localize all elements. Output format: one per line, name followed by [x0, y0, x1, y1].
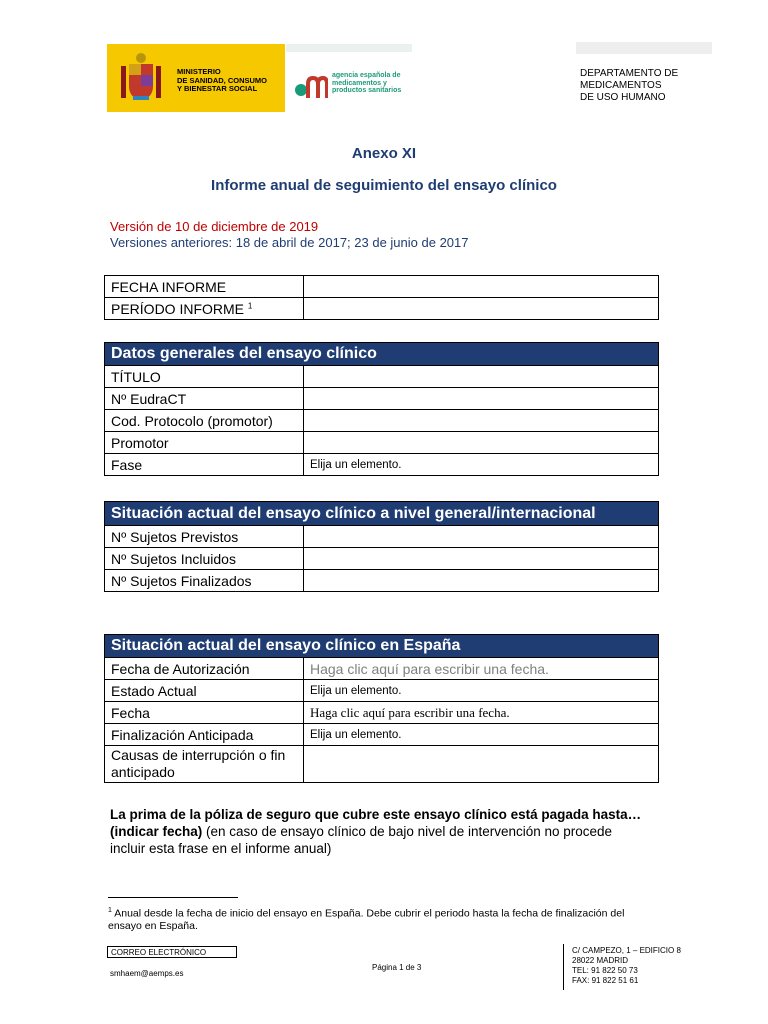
footnote: $^1$ Anual desde la fecha de inicio del ensayo en España. Debe cubrir el periodo hasta la fecha de finalización del ensayo en España.: [108, 907, 625, 932]
page-number: Página 1 de 3: [372, 963, 422, 972]
aemps-name: agencia española de medicamentos y productos sanitarios: [332, 72, 402, 94]
estado-actual-label: Estado Actual: [105, 680, 304, 702]
sujetos-finalizados-field[interactable]: [304, 570, 659, 592]
aemps-logo: [286, 44, 412, 112]
periodo-informe-field[interactable]: [304, 298, 659, 320]
fecha-autorizacion-date-field[interactable]: Haga clic aquí para escribir una fecha.: [304, 658, 659, 680]
footer-address: C/ CAMPEZO, 1 – EDIFICIO 8 28022 MADRID TEL: 91 822 50 73 FAX: 91 822 51 61: [572, 946, 681, 985]
periodo-informe-label: PERÍODO INFORME $^1$: [105, 298, 304, 320]
eudract-field[interactable]: [304, 388, 659, 410]
spain-status-table: [104, 634, 659, 783]
estado-actual-dropdown[interactable]: Elija un elemento.: [304, 680, 659, 702]
department-label: DEPARTAMENTO DE MEDICAMENTOS DE USO HUMANO: [580, 68, 679, 103]
fecha-informe-field[interactable]: [304, 276, 659, 298]
page-title: Anexo XI: [351, 145, 417, 162]
titulo-label: TÍTULO: [105, 366, 304, 388]
spain-status-heading: Situación actual del ensayo clínico en España: [105, 635, 659, 658]
footer-divider: [563, 944, 564, 990]
correo-label: CORREO ELECTRÓNICO: [107, 946, 237, 958]
fecha-label: Fecha: [105, 702, 304, 724]
titulo-field[interactable]: [304, 366, 659, 388]
report-info-table: [104, 275, 659, 320]
fase-dropdown[interactable]: Elija un elemento.: [304, 454, 659, 476]
aemps-mark-icon: [294, 74, 328, 100]
fecha-date-field[interactable]: Haga clic aquí para escribir una fecha.: [304, 702, 659, 724]
fase-label: Fase: [105, 454, 304, 476]
footnote-ref: 1: [247, 300, 253, 310]
protocolo-label: Cod. Protocolo (promotor): [105, 410, 304, 432]
international-status-table: [104, 501, 659, 592]
header-shade: [576, 42, 712, 54]
causas-field[interactable]: [304, 746, 659, 783]
ministerio-name: MINISTERIO DE SANIDAD, CONSUMO Y BIENESTAR SOCIAL: [177, 67, 268, 93]
footnote-separator: [108, 897, 238, 898]
finalizacion-anticipada-dropdown[interactable]: Elija un elemento.: [304, 724, 659, 746]
promotor-label: Promotor: [105, 432, 304, 454]
general-data-table: [104, 342, 659, 476]
international-status-heading: Situación actual del ensayo clínico a nivel general/internacional: [105, 502, 659, 526]
ministerio-logo: [107, 44, 285, 112]
eudract-label: Nº EudraCT: [105, 388, 304, 410]
sujetos-incluidos-label: Nº Sujetos Incluidos: [105, 548, 304, 570]
insurance-paragraph: La prima de la póliza de seguro que cubre este ensayo clínico está pagada hasta…(indicar fecha) (en caso de ensayo clínico de bajo nivel de intervención no procede incluir esta frase en el informe anual): [110, 807, 642, 856]
contact-email[interactable]: smhaem@aemps.es: [110, 969, 184, 978]
fecha-informe-label: FECHA INFORME: [105, 276, 304, 298]
fecha-autorizacion-label: Fecha de Autorización: [105, 658, 304, 680]
finalizacion-anticipada-label: Finalización Anticipada: [105, 724, 304, 746]
protocolo-field[interactable]: [304, 410, 659, 432]
causas-label: Causas de interrupción o fin anticipado: [105, 746, 304, 783]
sujetos-incluidos-field[interactable]: [304, 548, 659, 570]
version-text: Versión de 10 de diciembre de 2019: [110, 219, 319, 234]
promotor-field[interactable]: [304, 432, 659, 454]
sujetos-previstos-field[interactable]: [304, 526, 659, 548]
previous-versions-text: Versiones anteriores: 18 de abril de 2017; 23 de junio de 2017: [110, 235, 469, 250]
sujetos-previstos-label: Nº Sujetos Previstos: [105, 526, 304, 548]
sujetos-finalizados-label: Nº Sujetos Finalizados: [105, 570, 304, 592]
coat-of-arms-icon: [119, 52, 163, 106]
page-subtitle: Informe anual de seguimiento del ensayo clínico: [211, 177, 557, 194]
general-data-heading: Datos generales del ensayo clínico: [105, 343, 659, 366]
